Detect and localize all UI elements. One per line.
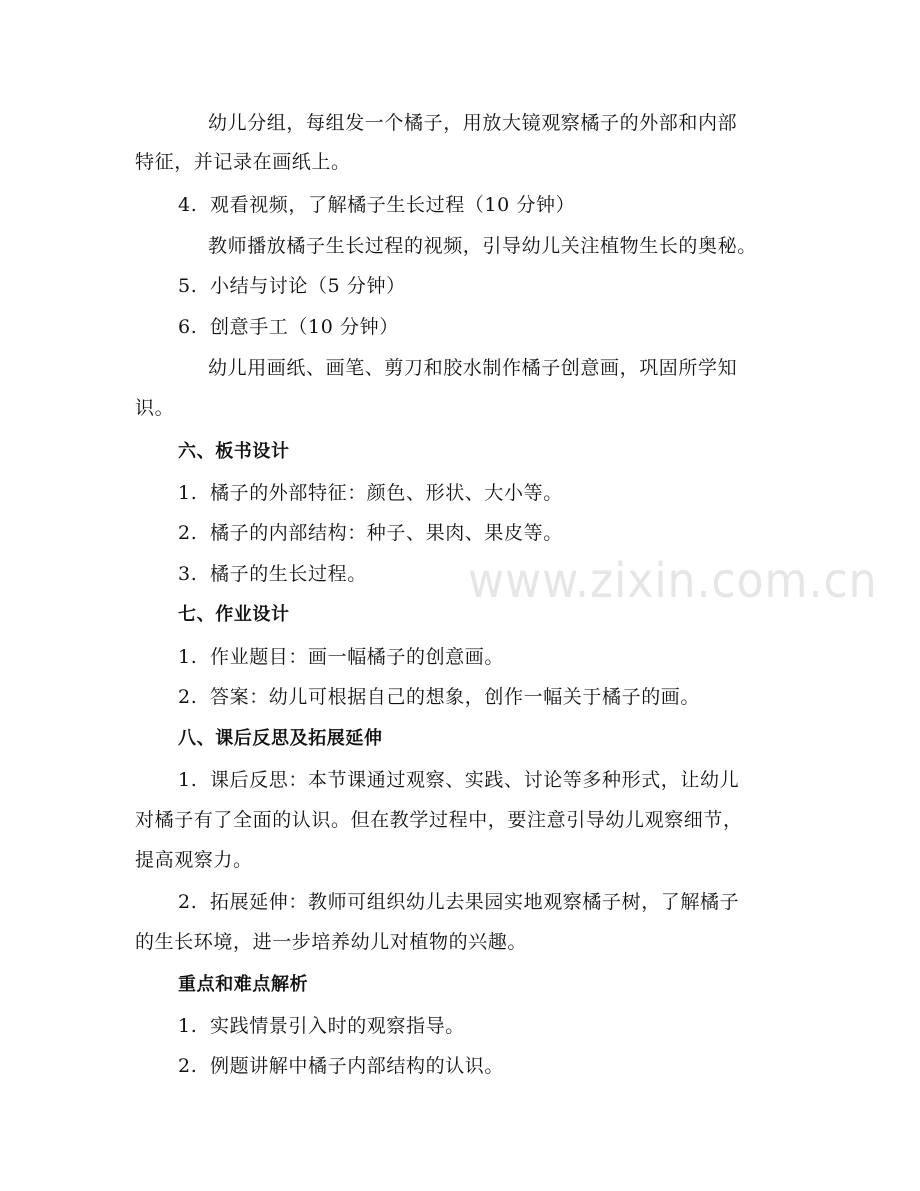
paragraph-line: 的生长环境，进一步培养幼儿对植物的兴趣。	[135, 931, 528, 953]
list-text: 观看视频，了解橘子生长过程（10 分钟）	[210, 194, 576, 216]
list-text: 橘子的外部特征：颜色、形状、大小等。	[210, 482, 563, 504]
section-heading: 重点和难点解析	[178, 974, 309, 995]
section-heading: 七、作业设计	[178, 604, 290, 625]
list-number: 6.	[178, 316, 198, 338]
paragraph-line: 教师播放橘子生长过程的视频，引导幼儿关注植物生长的奥秘。	[208, 235, 757, 257]
paragraph-line: 识。	[135, 397, 175, 419]
list-item	[178, 273, 406, 299]
paragraph-line: 提高观察力。	[135, 849, 253, 871]
list-text: 拓展延伸：教师可组织幼儿去果园实地观察橘子树，了解橘子	[210, 891, 740, 913]
section-heading: 八、课后反思及拓展延伸	[178, 728, 383, 749]
list-item	[178, 520, 563, 546]
list-item	[178, 684, 700, 710]
list-number: 1.	[178, 646, 198, 668]
list-item	[178, 644, 504, 670]
paragraph-line: 特征，并记录在画纸上。	[135, 151, 351, 173]
list-number: 1.	[178, 482, 198, 504]
watermark: www.zixin.com.cn	[468, 553, 878, 609]
list-text: 作业题目：画一幅橘子的创意画。	[210, 646, 505, 668]
list-number: 2.	[178, 891, 198, 913]
list-number: 1.	[178, 1015, 198, 1037]
list-text: 创意手工（10 分钟）	[210, 316, 399, 338]
list-number: 1.	[178, 769, 198, 791]
paragraph-line: 对橘子有了全面的认识。但在教学过程中，要注意引导幼儿观察细节，	[135, 809, 743, 831]
paragraph-line: 幼儿用画纸、画笔、剪刀和胶水制作橘子创意画，巩固所学知	[208, 357, 738, 379]
list-number: 5.	[178, 275, 198, 297]
list-number: 2.	[178, 1055, 198, 1077]
list-number: 4.	[178, 194, 198, 216]
list-item	[178, 889, 739, 915]
list-number: 2.	[178, 686, 198, 708]
section-heading: 六、板书设计	[178, 441, 290, 462]
list-text: 橘子的内部结构：种子、果肉、果皮等。	[210, 522, 563, 544]
list-item	[178, 561, 367, 587]
list-item	[178, 480, 563, 506]
list-item	[178, 767, 739, 793]
list-text: 课后反思：本节课通过观察、实践、讨论等多种形式，让幼儿	[210, 769, 740, 791]
list-text: 实践情景引入时的观察指导。	[210, 1015, 465, 1037]
paragraph-line: 幼儿分组，每组发一个橘子，用放大镜观察橘子的外部和内部	[208, 112, 738, 134]
list-number: 2.	[178, 522, 198, 544]
list-item	[178, 1013, 465, 1039]
list-item	[178, 314, 399, 340]
list-text: 例题讲解中橘子内部结构的认识。	[210, 1055, 505, 1077]
list-text: 小结与讨论（5 分钟）	[210, 275, 406, 297]
list-number: 3.	[178, 563, 198, 585]
list-item	[178, 192, 575, 218]
list-text: 答案：幼儿可根据自己的想象，创作一幅关于橘子的画。	[210, 686, 701, 708]
list-item	[178, 1053, 504, 1079]
list-text: 橘子的生长过程。	[210, 563, 367, 585]
